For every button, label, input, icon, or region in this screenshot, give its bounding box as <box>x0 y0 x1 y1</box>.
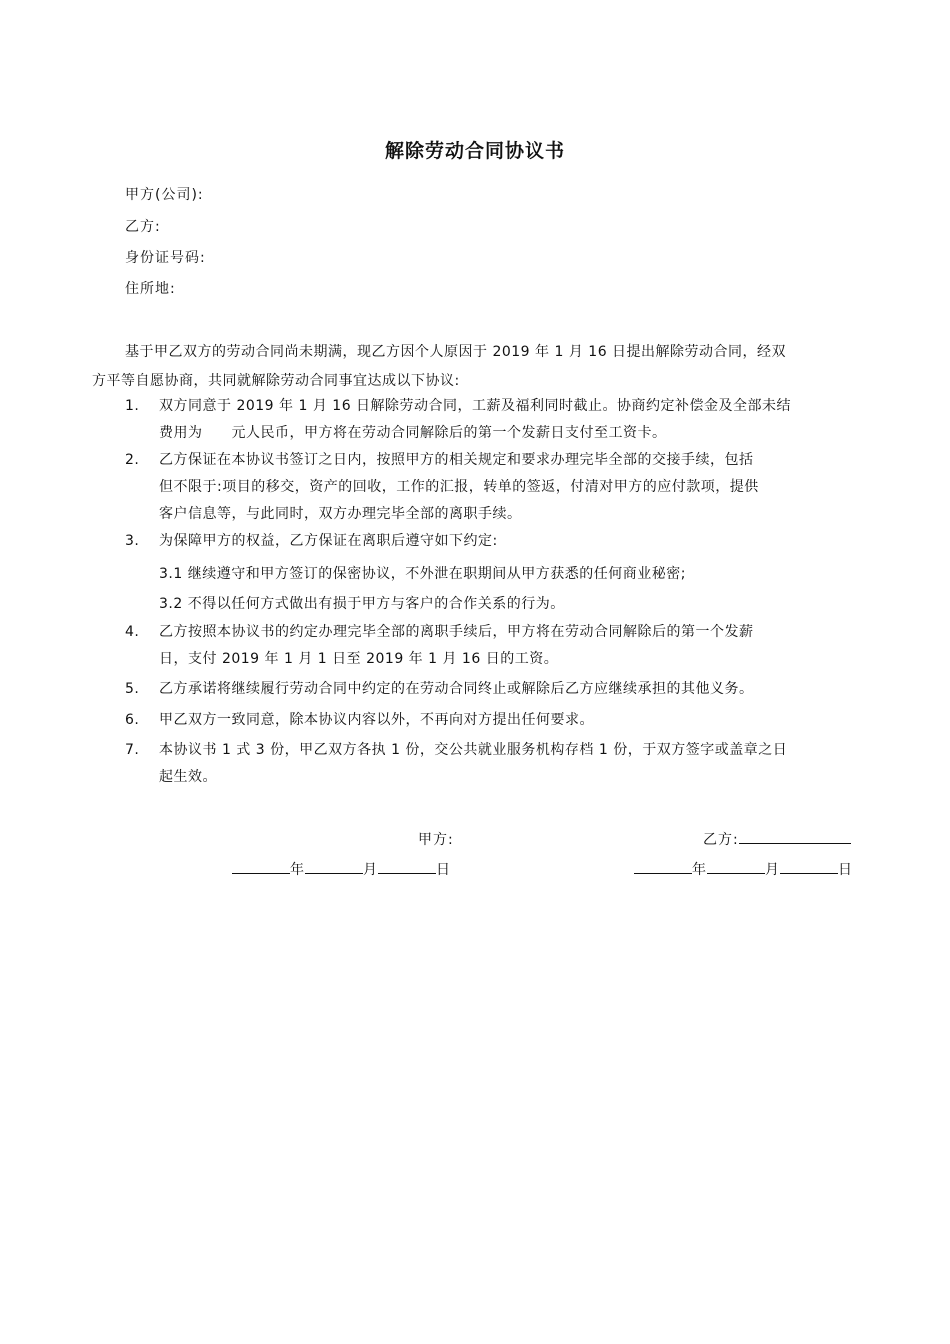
sub-item: 3.2 不得以任何方式做出有损于甲方与客户的合作关系的行为。 <box>159 596 565 612</box>
id-number-field: 身份证号码: <box>125 250 206 266</box>
year-line <box>232 859 290 874</box>
year-label: 年 <box>692 862 707 878</box>
month-label: 月 <box>363 862 378 878</box>
party-b-field: 乙方: <box>125 219 161 235</box>
item-text: 乙方按照本协议书的约定办理完毕全部的离职手续后，甲方将在劳动合同解除后的第一个发薪 <box>159 624 754 640</box>
year-line <box>634 859 692 874</box>
item-text: 客户信息等，与此同时，双方办理完毕全部的离职手续。 <box>159 506 522 522</box>
item-text: 但不限于:项目的移交，资产的回收，工作的汇报，转单的签返，付清对甲方的应付款项，提供 <box>159 479 759 495</box>
agreement-item <box>125 676 865 703</box>
item-number: 7. <box>125 742 140 758</box>
item-text: 费用为 元人民币，甲方将在劳动合同解除后的第一个发薪日支付至工资卡。 <box>159 425 667 441</box>
item-number: 6. <box>125 712 140 728</box>
address-field: 住所地: <box>125 281 176 297</box>
day-label: 日 <box>436 862 451 878</box>
party-b-signature <box>703 829 851 849</box>
party-a-date <box>232 859 451 879</box>
sub-item: 3.1 继续遵守和甲方签订的保密协议，不外泄在职期间从甲方获悉的任何商业秘密; <box>159 566 686 582</box>
agreement-item <box>125 528 865 555</box>
party-b-date <box>634 859 853 879</box>
agreement-item <box>125 447 865 528</box>
item-number: 1. <box>125 398 140 414</box>
month-line <box>305 859 363 874</box>
item-number: 3. <box>125 533 140 549</box>
page-title: 解除劳动合同协议书 <box>384 140 565 162</box>
month-line <box>707 859 765 874</box>
day-line <box>780 859 838 874</box>
agreement-item <box>125 619 865 673</box>
item-text: 日，支付 2019 年 1 月 1 日至 2019 年 1 月 16 日的工资。 <box>159 651 559 667</box>
agreement-item <box>125 737 865 791</box>
item-text: 为保障甲方的权益，乙方保证在离职后遵守如下约定: <box>159 533 498 549</box>
party-b-signature-label: 乙方: <box>703 832 739 848</box>
day-label: 日 <box>838 862 853 878</box>
item-number: 2. <box>125 452 140 468</box>
intro-line: 方平等自愿协商，共同就解除劳动合同事宜达成以下协议: <box>92 373 460 389</box>
item-text: 乙方保证在本协议书签订之日内，按照甲方的相关规定和要求办理完毕全部的交接手续，包括 <box>159 452 754 468</box>
signature-line <box>739 829 851 844</box>
item-number: 5. <box>125 681 140 697</box>
item-text: 起生效。 <box>159 769 217 785</box>
intro-line: 基于甲乙双方的劳动合同尚未期满，现乙方因个人原因于 2019 年 1 月 16 日提出解除劳动合同，经双 <box>125 344 787 360</box>
agreement-item <box>125 393 865 447</box>
item-number: 4. <box>125 624 140 640</box>
item-text: 乙方承诺将继续履行劳动合同中约定的在劳动合同终止或解除后乙方应继续承担的其他义务。 <box>159 681 754 697</box>
item-text: 本协议书 1 式 3 份，甲乙双方各执 1 份，交公共就业服务机构存档 1 份，于双方签字或盖章之日 <box>159 742 788 758</box>
intro-paragraph <box>92 338 862 396</box>
agreement-item <box>125 707 865 734</box>
item-text: 双方同意于 2019 年 1 月 16 日解除劳动合同，工薪及福利同时截止。协商约定补偿金及全部未结 <box>159 398 792 414</box>
month-label: 月 <box>765 862 780 878</box>
party-a-field: 甲方(公司): <box>125 187 204 203</box>
party-a-signature-label: 甲方: <box>418 832 454 848</box>
item-text: 甲乙双方一致同意，除本协议内容以外，不再向对方提出任何要求。 <box>159 712 594 728</box>
year-label: 年 <box>290 862 305 878</box>
day-line <box>378 859 436 874</box>
